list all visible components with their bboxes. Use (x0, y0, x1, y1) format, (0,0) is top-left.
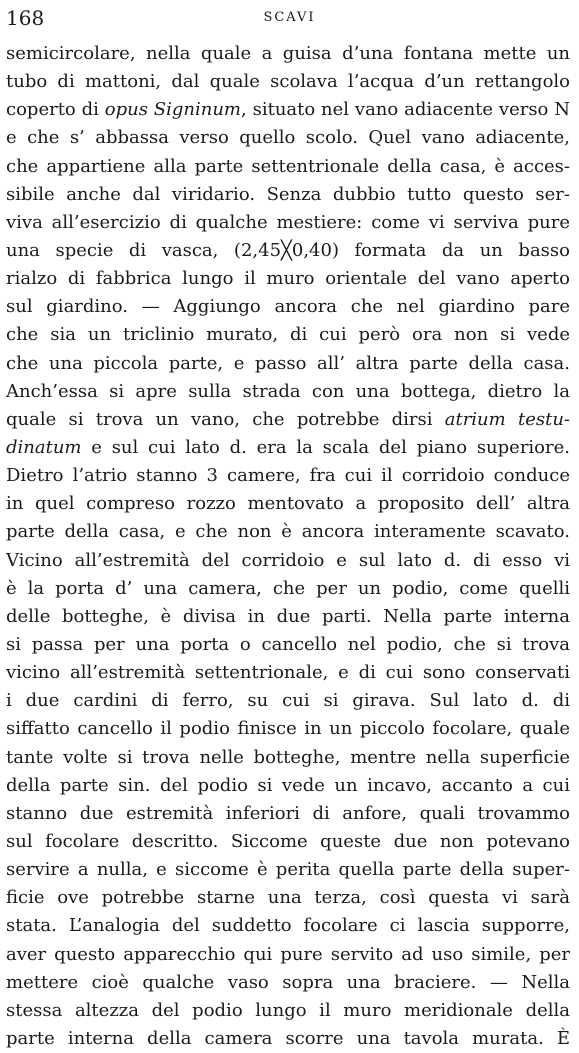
text-run: Dietro l’atrio stanno 3 camere, fra cui il corridoio conduce (6, 465, 570, 487)
text-line (6, 575, 570, 603)
text-run: e sul cui lato d. era la scala del piano superiore. (81, 436, 570, 458)
text-line (6, 744, 570, 772)
text-line (6, 603, 570, 631)
text-run: semicircolare, nella quale a guisa d’una fontana mette un (6, 43, 570, 64)
text-line (6, 378, 570, 406)
text-run: vicino all’estremità settentrionale, e di cui sono conservati (6, 662, 570, 684)
text-run: Anch’essa si apre sulla strada con una bottega, dietro la (6, 380, 570, 402)
text-run: una specie di vasca, (2,45╳0,40) formata da un basso (6, 239, 570, 261)
text-run: parte della casa, e che non è ancora interamente scavato. (6, 521, 570, 543)
text-run: stata. L’analogia del suddetto focolare ci lascia supporre, (6, 915, 570, 937)
text-run: stanno due estremità inferiori di anfore, quali trovammo (6, 802, 570, 824)
text-line (6, 462, 570, 490)
text-line (6, 350, 570, 378)
text-run: tubo di mattoni, dal quale scolava l’acqua d’un rettangolo (6, 71, 570, 93)
text-line (6, 153, 570, 181)
text-line (6, 209, 570, 237)
text-run: mettere cioè qualche vaso sopra una braciere. — Nella (6, 971, 570, 993)
text-run: delle botteghe, è divisa in due parti. Nella parte interna (6, 605, 570, 627)
text-line (6, 856, 570, 884)
text-run: rialzo di fabbrica lungo il muro orientale del vano aperto (6, 268, 570, 290)
text-run: siffatto cancello il podio finisce in un piccolo focolare, quale (6, 718, 570, 740)
text-run: della parte sin. del podio si vede un incavo, accanto a cui (6, 774, 570, 796)
text-run: che una piccola parte, e passo all’ altra parte della casa. (6, 352, 570, 374)
text-line (6, 293, 570, 321)
text-line (6, 1025, 570, 1053)
text-line (6, 884, 570, 912)
text-run: Vicino all’estremità del corridoio e sul lato d. di esso vi (6, 549, 570, 571)
text-run: stessa altezza del podio lungo il muro meridionale della (6, 999, 570, 1021)
text-line (6, 124, 570, 152)
text-run: sul giardino. — Aggiungo ancora che nel giardino pare (6, 296, 570, 318)
text-run: che sia un triclinio murato, di cui però ora non si vede (6, 324, 570, 346)
text-run: quale si trova un vano, che potrebbe dirsi (6, 408, 445, 430)
text-line (6, 96, 570, 124)
body-text (6, 40, 570, 1053)
text-line (6, 181, 570, 209)
text-line (6, 715, 570, 743)
text-run: aver questo apparecchio qui pure servito ad uso simile, per (6, 943, 570, 965)
text-line (6, 434, 570, 462)
text-run: sibile anche dal viridario. Senza dubbio tutto questo ser- (6, 183, 570, 205)
text-run: parte interna della camera scorre una tavola murata. È (6, 1027, 570, 1049)
text-line (6, 68, 570, 96)
text-line (6, 518, 570, 546)
text-line (6, 941, 570, 969)
text-line (6, 969, 570, 997)
text-run: viva all’esercizio di qualche mestiere: come vi serviva pure (6, 211, 570, 233)
text-run: è la porta d’ una camera, che per un podio, come quelli (6, 577, 570, 599)
text-run: in quel compreso rozzo mentovato a proposito dell’ altra (6, 493, 570, 515)
text-line (6, 490, 570, 518)
italic-text-run: opus Signinum (104, 99, 242, 121)
text-run: e che s’ abbassa verso quello scolo. Quel vano adiacente, (6, 127, 570, 149)
text-line (6, 40, 570, 68)
text-line (6, 912, 570, 940)
text-line (6, 659, 570, 687)
text-run: , situato nel vano adiacente verso N (241, 99, 570, 121)
text-line (6, 547, 570, 575)
running-head (6, 6, 573, 30)
text-run: coperto di (6, 99, 105, 121)
text-run: che appartiene alla parte settentrionale della casa, è acces- (6, 155, 570, 177)
running-title: SCAVI (263, 10, 316, 25)
text-line (6, 631, 570, 659)
text-run: i due cardini di ferro, su cui si girava. Sul lato d. di (6, 690, 570, 712)
text-run: si passa per una porta o cancello nel podio, che si trova (6, 633, 570, 655)
text-line (6, 321, 570, 349)
text-line (6, 800, 570, 828)
page-number: 168 (6, 6, 45, 30)
text-run: tante volte si trova nelle botteghe, mentre nella superficie (6, 746, 570, 768)
text-run: ficie ove potrebbe starne una terza, così questa vi sarà (6, 887, 570, 909)
text-line (6, 997, 570, 1025)
text-line (6, 265, 570, 293)
italic-text-run: dinatum (6, 436, 82, 458)
text-run: sul focolare descritto. Siccome queste due non potevano (6, 830, 570, 852)
italic-text-run: atrium testu- (444, 408, 570, 430)
text-line (6, 772, 570, 800)
text-line (6, 687, 570, 715)
text-line (6, 237, 570, 265)
text-line (6, 828, 570, 856)
text-run: servire a nulla, e siccome è perita quella parte della super- (6, 859, 570, 881)
text-line (6, 406, 570, 434)
